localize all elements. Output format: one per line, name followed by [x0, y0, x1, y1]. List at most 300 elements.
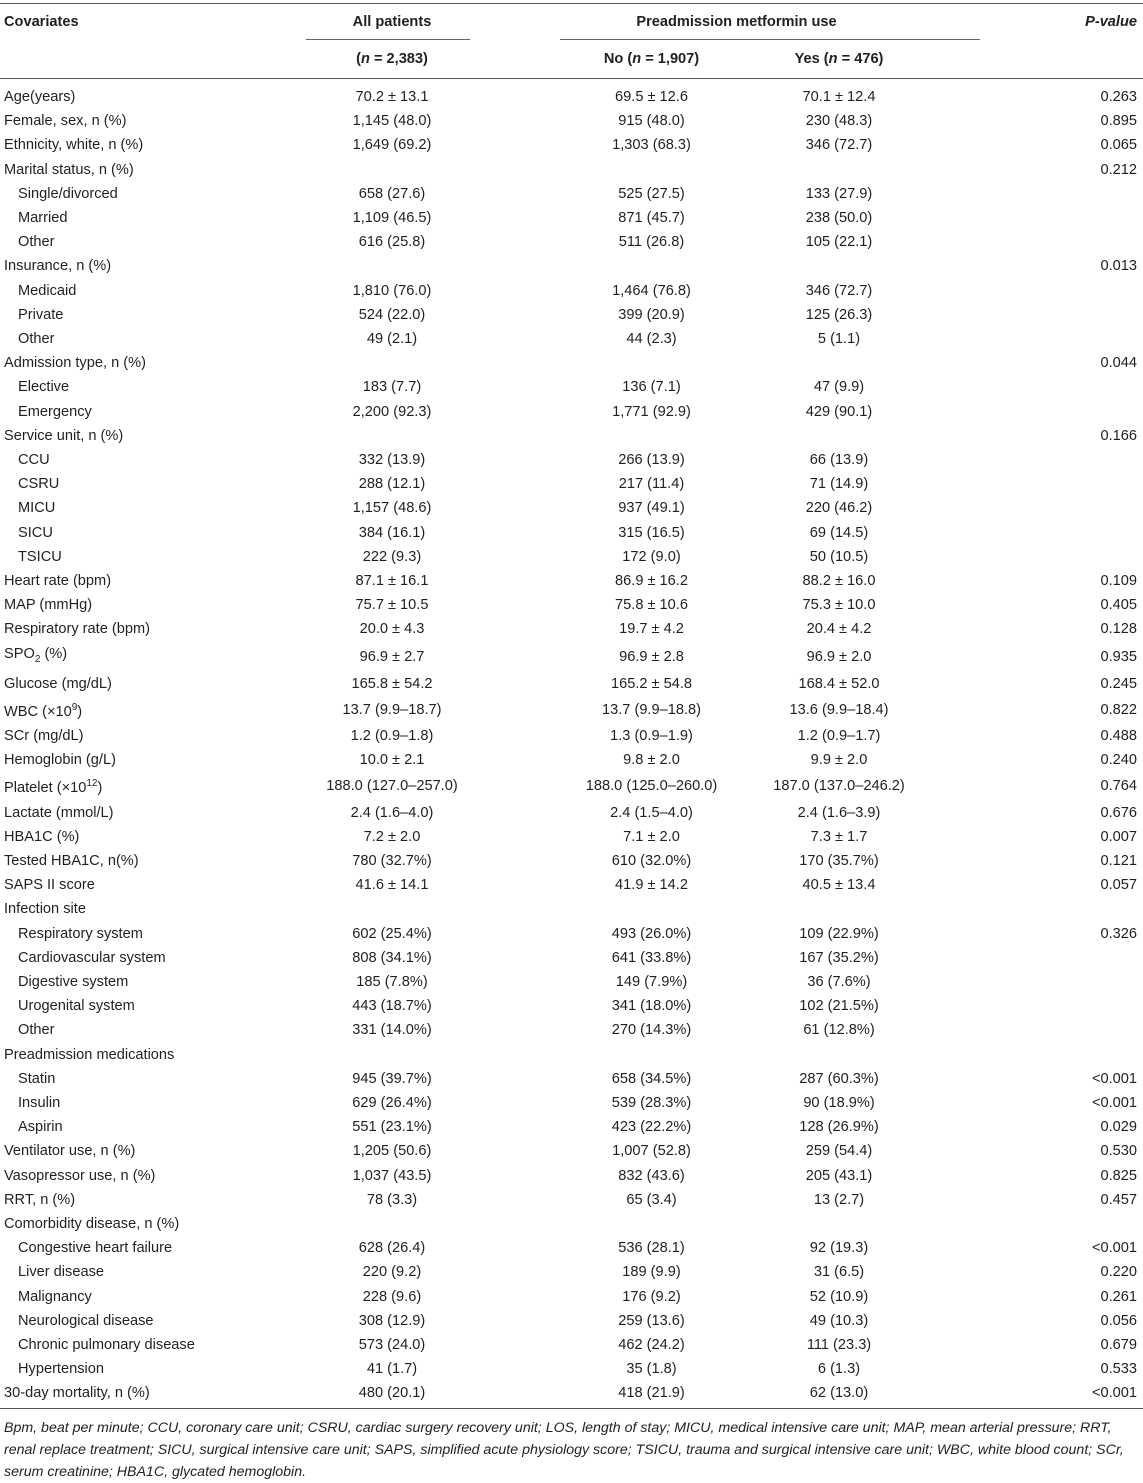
all-patients-cell: 332 (13.9)	[358, 452, 426, 469]
pvalue-cell: 0.121	[1100, 852, 1138, 869]
yes-metformin-cell: 170 (35.7%)	[799, 852, 879, 869]
all-patients-cell: 41 (1.7)	[366, 1361, 418, 1378]
pvalue-cell	[1079, 994, 1143, 1018]
yes-metformin-cell: 47 (9.9)	[813, 379, 865, 396]
all-patients-cell: 96.9 ± 2.7	[359, 648, 425, 665]
yes-metformin-cell: 230 (48.3)	[805, 113, 873, 130]
table-row	[0, 1043, 1143, 1067]
row-label: Ventilator use, n (%)	[4, 1143, 136, 1160]
row-label: Age(years)	[4, 89, 76, 105]
row-label: Hypertension	[18, 1361, 104, 1378]
row-label: Elective	[18, 379, 70, 396]
row-label: Congestive heart failure	[18, 1240, 173, 1257]
row-label: Single/divorced	[18, 185, 118, 202]
row-label: Hemoglobin (g/L)	[4, 752, 116, 769]
row-label: Liver disease	[18, 1264, 104, 1281]
baseline-characteristics-table	[0, 3, 1143, 1409]
table-row	[0, 303, 1143, 327]
yes-metformin-cell: 90 (18.9%)	[803, 1094, 875, 1111]
no-metformin-cell: 7.1 ± 2.0	[623, 828, 680, 845]
no-metformin-cell: 511 (26.8)	[618, 234, 685, 251]
yes-metformin-cell: 40.5 ± 13.4	[802, 877, 876, 894]
all-n-header: (n = 2,383)	[356, 51, 428, 67]
all-patients-cell: 443 (18.7%)	[352, 998, 432, 1015]
yes-metformin-cell: 109 (22.9%)	[799, 925, 879, 942]
yes-metformin-cell	[739, 1212, 1079, 1236]
no-metformin-cell: 172 (9.0)	[622, 548, 681, 565]
yes-metformin-cell: 167 (35.2%)	[799, 949, 879, 966]
yes-metformin-cell	[739, 1043, 1079, 1067]
no-group-header: No (n = 1,907)	[603, 51, 700, 67]
no-metformin-cell: 915 (48.0)	[618, 113, 685, 130]
yes-metformin-cell: 92 (19.3)	[809, 1240, 869, 1257]
table-row	[0, 158, 1143, 182]
pvalue-cell	[1079, 206, 1143, 230]
table-row	[0, 1260, 1143, 1284]
pvalue-cell: 0.007	[1100, 828, 1138, 845]
table-row	[0, 472, 1143, 496]
all-patients-cell	[306, 158, 478, 182]
row-label: Urogenital system	[18, 998, 135, 1015]
table-row	[0, 133, 1143, 157]
no-metformin-cell	[564, 254, 739, 278]
table-row	[0, 279, 1143, 303]
yes-metformin-cell: 346 (72.7)	[805, 137, 873, 154]
table-row	[0, 545, 1143, 569]
table-row	[0, 994, 1143, 1018]
pvalue-cell	[1079, 375, 1143, 399]
pvalue-cell	[1079, 400, 1143, 424]
table-row	[0, 206, 1143, 230]
table-row	[0, 521, 1143, 545]
pvalue-cell: 0.166	[1100, 427, 1138, 444]
all-patients-cell: 70.2 ± 13.1	[355, 89, 429, 105]
all-patients-cell: 629 (26.4%)	[352, 1094, 432, 1111]
all-patients-cell: 331 (14.0%)	[352, 1022, 432, 1039]
all-patients-cell	[306, 254, 478, 278]
pvalue-cell: 0.822	[1100, 701, 1138, 718]
table-row	[0, 182, 1143, 206]
row-label: Lactate (mmol/L)	[4, 804, 114, 821]
all-patients-cell: 1,145 (48.0)	[352, 113, 432, 130]
table-row	[0, 922, 1143, 946]
pvalue-cell	[1079, 897, 1143, 921]
row-label: SAPS II score	[4, 877, 95, 894]
pvalue-cell: 0.013	[1100, 258, 1138, 275]
pvalue-cell	[1079, 545, 1143, 569]
yes-metformin-cell: 75.3 ± 10.0	[802, 597, 876, 614]
table-row	[0, 1285, 1143, 1309]
row-label: Medicaid	[18, 282, 77, 299]
no-metformin-cell	[564, 424, 739, 448]
table-row	[0, 748, 1143, 772]
table-row	[0, 85, 1143, 109]
table-row	[0, 1333, 1143, 1357]
row-label: Cardiovascular system	[18, 949, 166, 966]
no-metformin-cell: 75.8 ± 10.6	[615, 597, 688, 614]
yes-metformin-cell: 205 (43.1)	[805, 1167, 873, 1184]
row-label: Ethnicity, white, n (%)	[4, 137, 144, 154]
yes-metformin-cell: 238 (50.0)	[805, 210, 873, 227]
yes-metformin-cell: 429 (90.1)	[805, 403, 873, 420]
row-label: Glucose (mg/dL)	[4, 675, 112, 692]
pvalue-cell: 0.128	[1100, 621, 1138, 638]
pvalue-cell: <0.001	[1091, 1070, 1138, 1087]
row-label: Other	[18, 234, 55, 251]
row-label: Insurance, n (%)	[4, 258, 112, 275]
all-patients-cell: 183 (7.7)	[362, 379, 422, 396]
no-metformin-cell: 149 (7.9%)	[615, 973, 688, 990]
pvalue-cell: 0.240	[1100, 752, 1138, 769]
pvalue-cell: <0.001	[1091, 1240, 1138, 1257]
pvalue-cell	[1079, 1018, 1143, 1042]
table-row	[0, 946, 1143, 970]
all-patients-underline	[306, 39, 470, 40]
pvalue-cell: 0.220	[1100, 1264, 1138, 1281]
all-patients-cell: 41.6 ± 14.1	[355, 877, 429, 894]
all-patients-cell: 945 (39.7%)	[352, 1070, 432, 1087]
pvalue-header-text: P-value	[1085, 14, 1138, 30]
pvalue-cell	[1079, 946, 1143, 970]
pvalue-cell: 0.457	[1100, 1191, 1138, 1208]
table-row	[0, 724, 1143, 748]
table-row	[0, 672, 1143, 696]
all-patients-cell: 13.7 (9.9–18.7)	[342, 701, 442, 718]
pvalue-cell	[1079, 1043, 1143, 1067]
yes-metformin-cell: 71 (14.9)	[809, 476, 869, 493]
all-patients-cell: 7.2 ± 2.0	[363, 828, 421, 845]
yes-metformin-cell: 187.0 (137.0–246.2)	[773, 778, 905, 795]
row-label: TSICU	[18, 548, 62, 565]
pvalue-cell: <0.001	[1091, 1094, 1138, 1111]
pvalue-cell: 0.533	[1100, 1361, 1138, 1378]
no-metformin-cell: 165.2 ± 54.8	[610, 675, 693, 692]
row-label: Private	[18, 306, 64, 323]
table-row	[0, 1381, 1143, 1408]
pvalue-cell: 0.057	[1100, 877, 1138, 894]
all-patients-cell: 228 (9.6)	[362, 1288, 422, 1305]
all-patients-cell: 78 (3.3)	[366, 1191, 418, 1208]
row-label: Comorbidity disease, n (%)	[4, 1215, 180, 1232]
table-row	[0, 849, 1143, 873]
header-row-1	[0, 4, 1143, 41]
table-row	[0, 1212, 1143, 1236]
pvalue-cell	[1079, 182, 1143, 206]
table-row	[0, 801, 1143, 825]
table-row	[0, 327, 1143, 351]
no-metformin-cell: 871 (45.7)	[618, 210, 685, 227]
pvalue-cell: 0.405	[1100, 597, 1138, 614]
no-metformin-cell	[564, 1043, 739, 1067]
yes-metformin-cell: 49 (10.3)	[809, 1312, 869, 1329]
no-metformin-cell: 217 (11.4)	[618, 476, 685, 493]
pvalue-cell: 0.825	[1100, 1167, 1138, 1184]
row-label: Chronic pulmonary disease	[18, 1336, 195, 1353]
row-label: WBC $(\times 10^9)$	[4, 701, 83, 720]
table-body	[0, 79, 1143, 1409]
row-label: Vasopressor use, n (%)	[4, 1167, 156, 1184]
no-metformin-cell: 641 (33.8%)	[611, 949, 692, 966]
pvalue-header	[1079, 4, 1143, 41]
table-row	[0, 772, 1143, 800]
row-label: Other	[18, 1022, 55, 1039]
no-metformin-cell: 266 (13.9)	[618, 452, 685, 469]
all-patients-cell	[306, 424, 478, 448]
table-row	[0, 1018, 1143, 1042]
pvalue-cell	[1079, 303, 1143, 327]
yes-metformin-cell: 102 (21.5%)	[799, 998, 879, 1015]
row-label: Marital status, n (%)	[4, 161, 134, 178]
row-label: Other	[18, 331, 55, 348]
pvalue-cell: 0.530	[1100, 1143, 1138, 1160]
table-row	[0, 254, 1143, 278]
table-row	[0, 1067, 1143, 1091]
yes-metformin-cell: 69 (14.5)	[809, 524, 869, 541]
no-metformin-cell: 1,771 (92.9)	[612, 403, 691, 420]
yes-metformin-cell: 133 (27.9)	[805, 185, 873, 202]
row-label: Infection site	[4, 901, 86, 918]
all-patients-cell: 49 (2.1)	[366, 331, 418, 348]
all-patients-cell: 188.0 (127.0–257.0)	[326, 778, 458, 795]
yes-metformin-cell: 62 (13.0)	[739, 1381, 1079, 1408]
yes-metformin-cell: 259 (54.4)	[805, 1143, 873, 1160]
no-metformin-cell	[564, 1212, 739, 1236]
yes-metformin-cell: 287 (60.3%)	[799, 1070, 879, 1087]
yes-metformin-cell: 88.2 ± 16.0	[802, 573, 876, 590]
all-patients-cell: 10.0 ± 2.1	[359, 752, 425, 769]
table-row	[0, 696, 1143, 724]
header-row-2	[0, 40, 1143, 79]
yes-metformin-cell	[739, 351, 1079, 375]
all-patients-cell: 222 (9.3)	[362, 548, 422, 565]
yes-metformin-cell: 31 (6.5)	[813, 1264, 865, 1281]
row-label: Female, sex, n (%)	[4, 113, 127, 130]
pvalue-cell: 0.263	[1100, 89, 1138, 105]
row-label: Digestive system	[18, 973, 129, 990]
no-metformin-cell: 1,464 (76.8)	[612, 282, 691, 299]
all-patients-cell: 602 (25.4%)	[352, 925, 432, 942]
no-metformin-cell: 610 (32.0%)	[611, 852, 692, 869]
row-label: SICU	[18, 524, 53, 541]
pvalue-cell	[1079, 1212, 1143, 1236]
yes-metformin-cell: 1.2 (0.9–1.7)	[797, 728, 881, 745]
row-label: $SPO_2$ (%)	[4, 645, 68, 665]
all-patients-cell: 628 (26.4)	[358, 1240, 426, 1257]
no-metformin-cell: 188.0 (125.0–260.0)	[585, 778, 718, 795]
no-metformin-cell: 341 (18.0%)	[611, 998, 692, 1015]
yes-metformin-cell: 125 (26.3)	[805, 306, 873, 323]
row-label: MAP (mmHg)	[4, 597, 93, 614]
no-metformin-cell: 418 (21.9)	[564, 1381, 739, 1408]
no-metformin-cell: 1,303 (68.3)	[612, 137, 691, 154]
all-patients-cell: 2.4 (1.6–4.0)	[350, 804, 434, 821]
all-patients-cell	[306, 1043, 478, 1067]
row-label: CSRU	[18, 476, 60, 493]
no-metformin-cell: 86.9 ± 16.2	[615, 573, 688, 590]
row-label: Respiratory system	[18, 925, 143, 942]
row-label: Statin	[18, 1070, 56, 1087]
pvalue-cell: 0.044	[1100, 355, 1138, 372]
pvalue-cell	[1079, 327, 1143, 351]
metformin-group-header: Preadmission metformin use	[564, 4, 1079, 41]
all-patients-cell: 288 (12.1)	[358, 476, 426, 493]
row-label: Married	[18, 210, 68, 227]
no-metformin-cell	[564, 158, 739, 182]
no-metformin-cell: 41.9 ± 14.2	[615, 877, 688, 894]
all-patients-cell: 524 (22.0)	[358, 306, 426, 323]
covariates-header: Covariates	[0, 4, 306, 41]
yes-metformin-cell: 7.3 ± 1.7	[810, 828, 868, 845]
yes-metformin-cell: 6 (1.3)	[817, 1361, 861, 1378]
no-metformin-cell: 937 (49.1)	[618, 500, 685, 517]
yes-metformin-cell: 111 (23.3)	[806, 1336, 872, 1353]
pvalue-cell	[1079, 230, 1143, 254]
all-patients-cell: 87.1 ± 16.1	[355, 573, 429, 590]
row-label: SCr (mg/dL)	[4, 728, 84, 745]
row-label: Emergency	[18, 403, 92, 420]
table-row	[0, 617, 1143, 641]
pvalue-cell	[1079, 521, 1143, 545]
all-patients-cell: 1.2 (0.9–1.8)	[350, 728, 434, 745]
all-patients-cell	[306, 897, 478, 921]
yes-metformin-cell	[739, 254, 1079, 278]
table-footnote: Bpm, beat per minute; CCU, coronary care unit; CSRU, cardiac surgery recovery unit; LOS, length of stay; MICU, medical intensive care unit; MAP, mean arterial pressure; RRT, renal replace treatment; SICU, surgical intensive care unit; SAPS, simplified acute physiology score; TSICU, trauma and surgical intensive care unit; WBC, white blood count; SCr, serum creatinine; HBA1C, glycated hemoglobin.	[4, 1419, 1124, 1480]
pvalue-cell: 0.261	[1100, 1288, 1138, 1305]
yes-metformin-cell	[739, 424, 1079, 448]
table-row	[0, 1115, 1143, 1139]
no-metformin-cell: 493 (26.0%)	[611, 925, 692, 942]
row-label: HBA1C (%)	[4, 828, 80, 845]
no-metformin-cell: 44 (2.3)	[626, 331, 677, 348]
table-row	[0, 593, 1143, 617]
yes-metformin-cell: 13 (2.7)	[813, 1191, 865, 1208]
row-label: Service unit, n (%)	[4, 427, 124, 444]
table-row	[0, 1139, 1143, 1163]
yes-metformin-cell	[739, 897, 1079, 921]
pvalue-cell: <0.001	[1079, 1381, 1143, 1408]
no-metformin-cell: 69.5 ± 12.6	[615, 89, 688, 105]
no-metformin-cell: 176 (9.2)	[622, 1288, 681, 1305]
row-label: Insulin	[18, 1094, 61, 1111]
all-patients-cell: 165.8 ± 54.2	[351, 675, 433, 692]
pvalue-cell: 0.895	[1100, 113, 1138, 130]
all-patients-header: All patients	[306, 4, 478, 41]
pvalue-cell: 0.056	[1100, 1312, 1138, 1329]
yes-metformin-cell: 105 (22.1)	[805, 234, 873, 251]
all-patients-cell: 1,109 (46.5)	[352, 210, 432, 227]
no-metformin-cell: 525 (27.5)	[618, 185, 685, 202]
yes-metformin-cell: 52 (10.9)	[809, 1288, 869, 1305]
no-metformin-cell: 658 (34.5%)	[611, 1070, 692, 1087]
row-label: Malignancy	[18, 1288, 92, 1305]
no-metformin-cell: 189 (9.9)	[622, 1264, 681, 1281]
row-label: Preadmission medications	[4, 1046, 175, 1063]
yes-metformin-cell: 168.4 ± 52.0	[798, 675, 880, 692]
no-metformin-cell: 399 (20.9)	[618, 306, 685, 323]
no-metformin-cell	[564, 897, 739, 921]
yes-metformin-cell: 9.9 ± 2.0	[810, 752, 868, 769]
pvalue-cell: 0.764	[1100, 778, 1138, 795]
table-row	[0, 496, 1143, 520]
pvalue-cell: 0.029	[1100, 1119, 1138, 1136]
no-metformin-cell: 832 (43.6)	[618, 1167, 685, 1184]
yes-metformin-cell: 2.4 (1.6–3.9)	[797, 804, 881, 821]
yes-metformin-cell: 220 (46.2)	[805, 500, 873, 517]
table-row	[0, 873, 1143, 897]
no-metformin-cell: 1,007 (52.8)	[612, 1143, 691, 1160]
pvalue-cell	[1079, 279, 1143, 303]
table-row	[0, 351, 1143, 375]
all-patients-cell: 480 (20.1)	[306, 1381, 478, 1408]
no-metformin-cell: 315 (16.5)	[618, 524, 685, 541]
yes-metformin-cell: 36 (7.6%)	[807, 973, 871, 990]
table-row	[0, 375, 1143, 399]
all-patients-cell: 616 (25.8)	[358, 234, 426, 251]
table-row	[0, 448, 1143, 472]
all-patients-cell: 808 (34.1%)	[352, 949, 432, 966]
row-label: Platelet $(\times 10^{12})$	[4, 778, 103, 797]
no-metformin-cell: 1.3 (0.9–1.9)	[610, 728, 693, 745]
table-row	[0, 825, 1143, 849]
row-label: Aspirin	[18, 1119, 63, 1136]
yes-metformin-cell: 61 (12.8%)	[803, 1022, 875, 1039]
pvalue-cell: 0.212	[1100, 161, 1138, 178]
all-patients-cell: 308 (12.9)	[358, 1312, 426, 1329]
all-patients-cell: 780 (32.7%)	[352, 852, 432, 869]
no-metformin-cell: 19.7 ± 4.2	[619, 621, 684, 638]
yes-metformin-cell: 70.1 ± 12.4	[802, 89, 876, 105]
no-metformin-cell	[564, 351, 739, 375]
row-label: Respiratory rate (bpm)	[4, 621, 150, 638]
yes-metformin-cell: 66 (13.9)	[809, 452, 869, 469]
pvalue-cell: 0.676	[1100, 804, 1138, 821]
no-metformin-cell: 270 (14.3%)	[611, 1022, 692, 1039]
all-patients-cell: 185 (7.8%)	[356, 973, 428, 990]
pvalue-cell: 0.935	[1100, 648, 1138, 665]
pvalue-cell: 0.326	[1100, 925, 1138, 942]
row-label: Admission type, n (%)	[4, 355, 146, 372]
table-row	[0, 1236, 1143, 1260]
row-label: MICU	[18, 500, 56, 517]
pvalue-cell	[1079, 472, 1143, 496]
no-metformin-cell: 136 (7.1)	[622, 379, 681, 396]
all-patients-cell: 2,200 (92.3)	[352, 403, 432, 420]
all-patients-cell: 384 (16.1)	[358, 524, 426, 541]
pvalue-cell	[1079, 970, 1143, 994]
no-metformin-cell: 96.9 ± 2.8	[619, 648, 684, 665]
yes-group-header: Yes (n = 476)	[794, 51, 884, 67]
row-label: CCU	[18, 452, 50, 469]
row-label: Neurological disease	[18, 1312, 154, 1329]
no-metformin-cell: 539 (28.3%)	[611, 1094, 692, 1111]
all-patients-cell: 220 (9.2)	[362, 1264, 422, 1281]
table-row	[0, 109, 1143, 133]
all-patients-cell: 1,205 (50.6)	[352, 1143, 432, 1160]
row-label: RRT, n (%)	[4, 1191, 76, 1208]
yes-metformin-cell: 13.6 (9.9–18.4)	[789, 701, 889, 718]
no-metformin-cell: 35 (1.8)	[626, 1361, 677, 1378]
yes-metformin-cell: 346 (72.7)	[805, 282, 873, 299]
all-patients-cell: 551 (23.1%)	[352, 1119, 432, 1136]
yes-metformin-cell	[739, 158, 1079, 182]
pvalue-cell: 0.065	[1100, 137, 1138, 154]
all-patients-cell: 75.7 ± 10.5	[355, 597, 429, 614]
table-row	[0, 230, 1143, 254]
no-metformin-cell: 9.8 ± 2.0	[623, 752, 680, 769]
row-label: Tested HBA1C, n(%)	[4, 852, 139, 869]
pvalue-cell: 0.109	[1100, 573, 1138, 590]
all-patients-cell: 573 (24.0)	[358, 1336, 426, 1353]
